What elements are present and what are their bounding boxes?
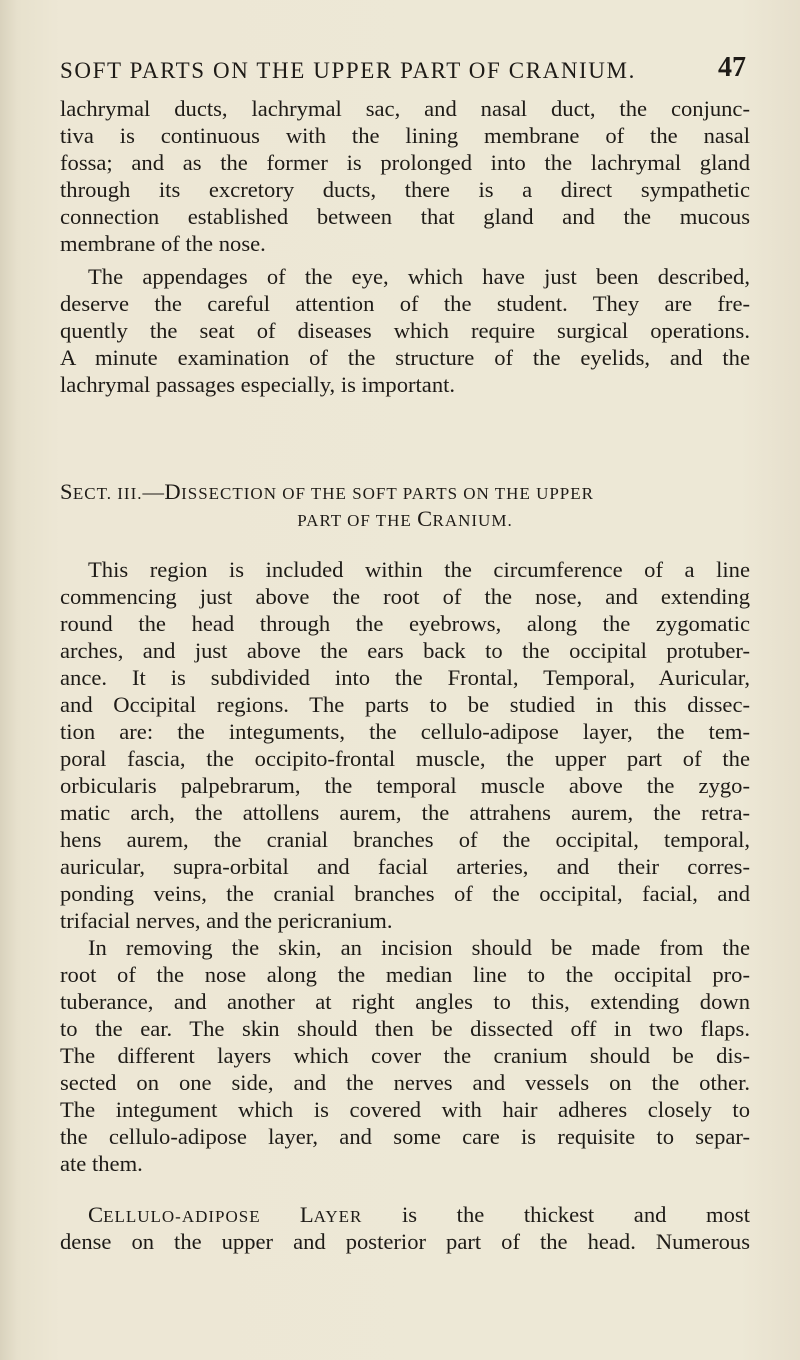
text-line: lachrymal ducts, lachrymal sac, and nasal duct, the conjunc- xyxy=(60,96,750,121)
text-line: orbicularis palpebrarum, the temporal muscle above the zygo- xyxy=(60,773,750,798)
text-line: trifacial nerves, and the pericranium. xyxy=(60,908,393,933)
running-title: SOFT PARTS ON THE UPPER PART OF CRANIUM. xyxy=(60,58,636,83)
text-line: The appendages of the eye, which have just been described, xyxy=(88,264,750,289)
text-line: tuberance, and another at right angles to this, extending down xyxy=(60,989,750,1014)
text-line: sected on one side, and the nerves and vessels on the other. xyxy=(60,1070,750,1095)
text-line: tion are: the integuments, the cellulo-adipose layer, the tem- xyxy=(60,719,750,744)
section-heading-line-2: PART OF THE CRANIUM. xyxy=(297,506,513,531)
text-line: commencing just above the root of the nose, and extending xyxy=(60,584,750,609)
text-line: quently the seat of diseases which require surgical operations. xyxy=(60,318,750,343)
text-line: connection established between that gland and the mucous xyxy=(60,204,750,229)
text-line: In removing the skin, an incision should be made from the xyxy=(88,935,750,960)
text-line: lachrymal passages especially, is important. xyxy=(60,372,456,397)
text-line: auricular, supra-orbital and facial arteries, and their corres- xyxy=(60,854,750,879)
text-line: to the ear. The skin should then be dissected off in two flaps. xyxy=(60,1016,750,1041)
text-line: This region is included within the circumference of a line xyxy=(88,557,750,582)
text-line: root of the nose along the median line to the occipital pro- xyxy=(60,962,750,987)
page-number: 47 xyxy=(718,52,746,83)
section-heading-line-1: SECT. III.—DISSECTION OF THE SOFT PARTS ON THE UPPER xyxy=(60,479,594,504)
text-line: matic arch, the attollens aurem, the attrahens aurem, the retra- xyxy=(60,800,750,825)
text-line: The integument which is covered with hair adheres closely to xyxy=(60,1097,750,1122)
text-line: A minute examination of the structure of the eyelids, and the xyxy=(60,345,750,370)
text-line: membrane of the nose. xyxy=(60,231,266,256)
text-line: arches, and just above the ears back to the occipital protuber- xyxy=(60,638,750,663)
text-line: dense on the upper and posterior part of the head. Numerous xyxy=(60,1229,750,1254)
text-line: CELLULO-ADIPOSE LAYER is the thickest and most xyxy=(88,1202,750,1227)
text-line: and Occipital regions. The parts to be studied in this dissec- xyxy=(60,692,750,717)
text-line: ance. It is subdivided into the Frontal, Temporal, Auricular, xyxy=(60,665,750,690)
text-line: round the head through the eyebrows, along the zygomatic xyxy=(60,611,750,636)
text-line: tiva is continuous with the lining membrane of the nasal xyxy=(60,123,750,148)
text-line: through its excretory ducts, there is a direct sympathetic xyxy=(60,177,750,202)
text-line: ponding veins, the cranial branches of the occipital, facial, and xyxy=(60,881,750,906)
term-small-caps: CELLULO-ADIPOSE LAYER xyxy=(88,1202,363,1227)
text-line: the cellulo-adipose layer, and some care is requisite to separ- xyxy=(60,1124,750,1149)
text-line: deserve the careful attention of the student. They are fre- xyxy=(60,291,750,316)
running-head xyxy=(60,52,750,84)
text-line: ate them. xyxy=(60,1151,143,1176)
text-line: fossa; and as the former is prolonged into the lachrymal gland xyxy=(60,150,750,175)
text-line: poral fascia, the occipito-frontal muscle, the upper part of the xyxy=(60,746,750,771)
text-line: The different layers which cover the cranium should be dis- xyxy=(60,1043,750,1068)
text-line: hens aurem, the cranial branches of the occipital, temporal, xyxy=(60,827,750,852)
